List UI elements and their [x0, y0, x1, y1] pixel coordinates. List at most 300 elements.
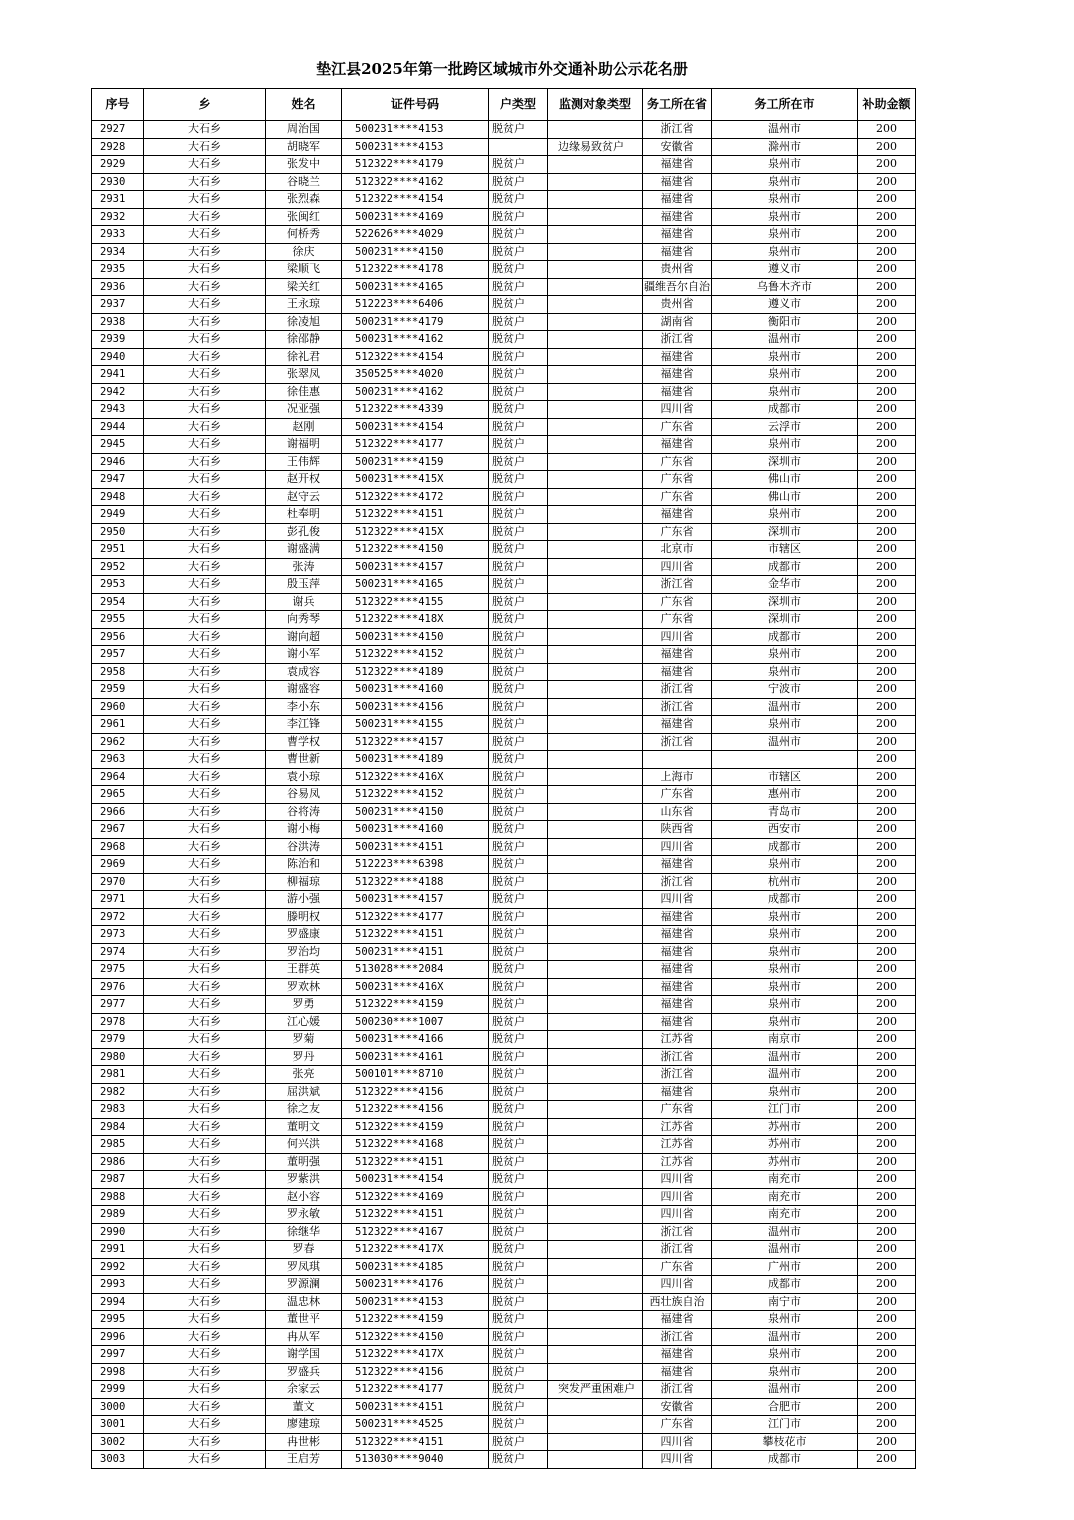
- cell-household-type: 脱贫户: [489, 348, 548, 366]
- cell-name: 温忠林: [266, 1293, 342, 1311]
- cell-work-province: 浙江省: [643, 733, 712, 751]
- cell-name: 赵刚: [266, 418, 342, 436]
- header-subsidy-amount: 补助金额: [858, 89, 916, 121]
- cell-work-province: 浙江省: [643, 1381, 712, 1399]
- cell-seq: 2990: [92, 1223, 144, 1241]
- cell-name: 梁顺飞: [266, 261, 342, 279]
- cell-work-city: 泉州市: [712, 856, 858, 874]
- cell-household-type: 脱贫户: [489, 1136, 548, 1154]
- cell-work-city: 市辖区: [712, 768, 858, 786]
- cell-subsidy-amount: 200: [858, 1048, 916, 1066]
- cell-id-number: 512322****4151: [342, 1153, 489, 1171]
- cell-id-number: 500231****4189: [342, 751, 489, 769]
- cell-monitor-type: [548, 996, 643, 1014]
- cell-work-city: 泉州市: [712, 208, 858, 226]
- table-row: [92, 1346, 916, 1364]
- cell-subsidy-amount: 200: [858, 611, 916, 629]
- cell-township: 大石乡: [144, 663, 266, 681]
- cell-work-province: 浙江省: [643, 1328, 712, 1346]
- cell-township: 大石乡: [144, 1276, 266, 1294]
- cell-household-type: 脱贫户: [489, 1433, 548, 1451]
- cell-subsidy-amount: 200: [858, 1311, 916, 1329]
- cell-work-city: 泉州市: [712, 961, 858, 979]
- cell-subsidy-amount: 200: [858, 1101, 916, 1119]
- cell-work-province: 福建省: [643, 191, 712, 209]
- cell-monitor-type: [548, 593, 643, 611]
- cell-work-province: 贵州省: [643, 296, 712, 314]
- cell-seq: 2931: [92, 191, 144, 209]
- cell-household-type: 脱贫户: [489, 1398, 548, 1416]
- cell-work-city: 温州市: [712, 1223, 858, 1241]
- cell-township: 大石乡: [144, 1153, 266, 1171]
- cell-monitor-type: [548, 1451, 643, 1469]
- table-row: [92, 1223, 916, 1241]
- cell-id-number: 512322****4151: [342, 506, 489, 524]
- cell-subsidy-amount: 200: [858, 926, 916, 944]
- cell-township: 大石乡: [144, 856, 266, 874]
- cell-subsidy-amount: 200: [858, 681, 916, 699]
- cell-township: 大石乡: [144, 401, 266, 419]
- cell-subsidy-amount: 200: [858, 436, 916, 454]
- cell-name: 廖建琼: [266, 1416, 342, 1434]
- cell-seq: 3003: [92, 1451, 144, 1469]
- cell-seq: 2973: [92, 926, 144, 944]
- cell-seq: 2993: [92, 1276, 144, 1294]
- cell-work-province: 广东省: [643, 593, 712, 611]
- cell-seq: 2963: [92, 751, 144, 769]
- cell-subsidy-amount: 200: [858, 121, 916, 139]
- table-row: [92, 1276, 916, 1294]
- cell-township: 大石乡: [144, 943, 266, 961]
- cell-seq: 2953: [92, 576, 144, 594]
- cell-subsidy-amount: 200: [858, 1398, 916, 1416]
- cell-name: 余家云: [266, 1381, 342, 1399]
- cell-work-province: 福建省: [643, 1083, 712, 1101]
- cell-id-number: 512322****4177: [342, 1381, 489, 1399]
- table-row: [92, 348, 916, 366]
- cell-household-type: 脱贫户: [489, 226, 548, 244]
- cell-seq: 2943: [92, 401, 144, 419]
- table-row: [92, 628, 916, 646]
- cell-township: 大石乡: [144, 1433, 266, 1451]
- cell-township: 大石乡: [144, 1346, 266, 1364]
- cell-work-city: 遵义市: [712, 261, 858, 279]
- cell-id-number: 512223****6398: [342, 856, 489, 874]
- cell-work-province: 北京市: [643, 541, 712, 559]
- cell-name: 张发中: [266, 156, 342, 174]
- cell-work-city: 乌鲁木齐市: [712, 278, 858, 296]
- cell-id-number: 500231****4162: [342, 383, 489, 401]
- cell-work-province: 福建省: [643, 226, 712, 244]
- cell-seq: 2946: [92, 453, 144, 471]
- cell-township: 大石乡: [144, 471, 266, 489]
- cell-seq: 2979: [92, 1031, 144, 1049]
- table-row: [92, 418, 916, 436]
- table-row: [92, 1118, 916, 1136]
- cell-monitor-type: [548, 1206, 643, 1224]
- cell-name: 谢小军: [266, 646, 342, 664]
- cell-seq: 2995: [92, 1311, 144, 1329]
- cell-monitor-type: [548, 1433, 643, 1451]
- table-row: [92, 243, 916, 261]
- cell-seq: 3001: [92, 1416, 144, 1434]
- cell-id-number: 500231****415X: [342, 471, 489, 489]
- cell-work-province: 浙江省: [643, 576, 712, 594]
- table-row: [92, 733, 916, 751]
- cell-seq: 2944: [92, 418, 144, 436]
- cell-work-province: 福建省: [643, 1346, 712, 1364]
- cell-work-city: 温州市: [712, 331, 858, 349]
- cell-household-type: 脱贫户: [489, 1451, 548, 1469]
- cell-seq: 2945: [92, 436, 144, 454]
- cell-work-province: 浙江省: [643, 873, 712, 891]
- cell-household-type: 脱贫户: [489, 1013, 548, 1031]
- table-row: [92, 226, 916, 244]
- cell-work-city: 西安市: [712, 821, 858, 839]
- cell-subsidy-amount: 200: [858, 716, 916, 734]
- table-row: [92, 1328, 916, 1346]
- cell-seq: 2988: [92, 1188, 144, 1206]
- cell-work-city: 青岛市: [712, 803, 858, 821]
- cell-monitor-type: [548, 1328, 643, 1346]
- table-row: [92, 943, 916, 961]
- cell-subsidy-amount: 200: [858, 418, 916, 436]
- cell-seq: 2985: [92, 1136, 144, 1154]
- cell-work-city: 泉州市: [712, 383, 858, 401]
- cell-seq: 2978: [92, 1013, 144, 1031]
- cell-monitor-type: [548, 1048, 643, 1066]
- table-row: [92, 1398, 916, 1416]
- cell-monitor-type: [548, 366, 643, 384]
- cell-township: 大石乡: [144, 191, 266, 209]
- cell-household-type: 脱贫户: [489, 576, 548, 594]
- cell-name: 谢兵: [266, 593, 342, 611]
- cell-work-province: 福建省: [643, 156, 712, 174]
- cell-id-number: 512322****4189: [342, 663, 489, 681]
- cell-name: 何兴洪: [266, 1136, 342, 1154]
- cell-subsidy-amount: 200: [858, 838, 916, 856]
- cell-work-city: 南京市: [712, 1031, 858, 1049]
- cell-household-type: 脱贫户: [489, 121, 548, 139]
- cell-seq: 2961: [92, 716, 144, 734]
- cell-work-city: 杭州市: [712, 873, 858, 891]
- cell-subsidy-amount: 200: [858, 541, 916, 559]
- cell-seq: 2954: [92, 593, 144, 611]
- cell-monitor-type: [548, 488, 643, 506]
- cell-monitor-type: [548, 1346, 643, 1364]
- cell-name: 罗凤琪: [266, 1258, 342, 1276]
- cell-monitor-type: [548, 1311, 643, 1329]
- cell-subsidy-amount: 200: [858, 208, 916, 226]
- cell-monitor-type: [548, 1416, 643, 1434]
- cell-township: 大石乡: [144, 628, 266, 646]
- cell-work-city: 苏州市: [712, 1153, 858, 1171]
- cell-household-type: 脱贫户: [489, 681, 548, 699]
- cell-name: 李江锋: [266, 716, 342, 734]
- cell-seq: 2969: [92, 856, 144, 874]
- cell-work-city: [712, 751, 858, 769]
- cell-name: 谢盛容: [266, 681, 342, 699]
- cell-work-province: 四川省: [643, 558, 712, 576]
- cell-township: 大石乡: [144, 243, 266, 261]
- cell-work-city: 南充市: [712, 1206, 858, 1224]
- cell-subsidy-amount: 200: [858, 138, 916, 156]
- cell-seq: 2929: [92, 156, 144, 174]
- cell-subsidy-amount: 200: [858, 243, 916, 261]
- cell-township: 大石乡: [144, 646, 266, 664]
- cell-id-number: 500231****4179: [342, 313, 489, 331]
- cell-work-city: 温州市: [712, 1048, 858, 1066]
- cell-monitor-type: [548, 243, 643, 261]
- cell-seq: 2962: [92, 733, 144, 751]
- cell-work-province: 浙江省: [643, 1241, 712, 1259]
- cell-work-city: 泉州市: [712, 943, 858, 961]
- table-row: [92, 1433, 916, 1451]
- cell-household-type: 脱贫户: [489, 856, 548, 874]
- cell-household-type: 脱贫户: [489, 1101, 548, 1119]
- cell-work-city: 深圳市: [712, 523, 858, 541]
- cell-seq: 2941: [92, 366, 144, 384]
- cell-work-province: 江苏省: [643, 1118, 712, 1136]
- cell-work-province: 四川省: [643, 1433, 712, 1451]
- table-row: [92, 138, 916, 156]
- cell-seq: 2967: [92, 821, 144, 839]
- cell-township: 大石乡: [144, 838, 266, 856]
- cell-monitor-type: [548, 453, 643, 471]
- cell-seq: 2955: [92, 611, 144, 629]
- cell-township: 大石乡: [144, 1258, 266, 1276]
- cell-household-type: 脱贫户: [489, 646, 548, 664]
- cell-id-number: 500231****4150: [342, 628, 489, 646]
- cell-subsidy-amount: 200: [858, 1433, 916, 1451]
- cell-township: 大石乡: [144, 786, 266, 804]
- cell-work-province: 陕西省: [643, 821, 712, 839]
- header-seq: 序号: [92, 89, 144, 121]
- cell-name: 何桥秀: [266, 226, 342, 244]
- cell-household-type: 脱贫户: [489, 1031, 548, 1049]
- cell-id-number: 512322****4179: [342, 156, 489, 174]
- cell-seq: 2970: [92, 873, 144, 891]
- cell-township: 大石乡: [144, 1363, 266, 1381]
- table-row: [92, 261, 916, 279]
- cell-name: 王永琼: [266, 296, 342, 314]
- cell-name: 曹世新: [266, 751, 342, 769]
- header-row: [92, 89, 916, 121]
- table-row: [92, 1066, 916, 1084]
- cell-monitor-type: [548, 1153, 643, 1171]
- cell-monitor-type: [548, 506, 643, 524]
- cell-township: 大石乡: [144, 506, 266, 524]
- cell-subsidy-amount: 200: [858, 576, 916, 594]
- cell-work-province: 四川省: [643, 1188, 712, 1206]
- cell-work-province: 福建省: [643, 926, 712, 944]
- cell-subsidy-amount: 200: [858, 1188, 916, 1206]
- cell-township: 大石乡: [144, 751, 266, 769]
- cell-name: 徐庆: [266, 243, 342, 261]
- cell-household-type: 脱贫户: [489, 1083, 548, 1101]
- cell-id-number: 513028****2084: [342, 961, 489, 979]
- cell-work-city: 温州市: [712, 121, 858, 139]
- table-row: [92, 1241, 916, 1259]
- cell-work-city: 泉州市: [712, 978, 858, 996]
- cell-monitor-type: [548, 978, 643, 996]
- cell-work-city: 泉州市: [712, 1013, 858, 1031]
- cell-household-type: 脱贫户: [489, 313, 548, 331]
- cell-work-province: 广东省: [643, 611, 712, 629]
- cell-subsidy-amount: 200: [858, 961, 916, 979]
- cell-work-city: 云浮市: [712, 418, 858, 436]
- cell-household-type: 脱贫户: [489, 716, 548, 734]
- cell-household-type: 脱贫户: [489, 366, 548, 384]
- cell-seq: 2984: [92, 1118, 144, 1136]
- cell-work-province: 四川省: [643, 1276, 712, 1294]
- cell-work-city: 成都市: [712, 628, 858, 646]
- cell-name: 袁成容: [266, 663, 342, 681]
- cell-township: 大石乡: [144, 1416, 266, 1434]
- cell-id-number: 500231****4151: [342, 838, 489, 856]
- table-row: [92, 786, 916, 804]
- cell-work-city: 温州市: [712, 733, 858, 751]
- cell-name: 罗欢林: [266, 978, 342, 996]
- cell-id-number: 512322****416X: [342, 768, 489, 786]
- cell-monitor-type: [548, 716, 643, 734]
- cell-name: 罗丹: [266, 1048, 342, 1066]
- cell-name: 冉从军: [266, 1328, 342, 1346]
- cell-work-province: 广东省: [643, 488, 712, 506]
- cell-work-city: 宁波市: [712, 681, 858, 699]
- cell-subsidy-amount: 200: [858, 278, 916, 296]
- cell-seq: 2980: [92, 1048, 144, 1066]
- cell-name: 罗盛兵: [266, 1363, 342, 1381]
- cell-name: 杜奉明: [266, 506, 342, 524]
- cell-monitor-type: [548, 1136, 643, 1154]
- cell-subsidy-amount: 200: [858, 1416, 916, 1434]
- cell-work-city: 泉州市: [712, 348, 858, 366]
- cell-id-number: 512322****4156: [342, 1363, 489, 1381]
- cell-work-city: 攀枝花市: [712, 1433, 858, 1451]
- cell-work-province: 福建省: [643, 716, 712, 734]
- cell-monitor-type: [548, 121, 643, 139]
- cell-work-province: 广东省: [643, 418, 712, 436]
- cell-monitor-type: [548, 768, 643, 786]
- cell-name: 徐继华: [266, 1223, 342, 1241]
- cell-seq: 2997: [92, 1346, 144, 1364]
- cell-township: 大石乡: [144, 1241, 266, 1259]
- cell-work-province: 四川省: [643, 1171, 712, 1189]
- cell-name: 梁关红: [266, 278, 342, 296]
- cell-work-city: 市辖区: [712, 541, 858, 559]
- cell-township: 大石乡: [144, 1206, 266, 1224]
- cell-work-province: 福建省: [643, 173, 712, 191]
- cell-name: 向秀琴: [266, 611, 342, 629]
- table-row: [92, 593, 916, 611]
- cell-household-type: 脱贫户: [489, 1346, 548, 1364]
- cell-township: 大石乡: [144, 996, 266, 1014]
- cell-work-province: 福建省: [643, 436, 712, 454]
- cell-seq: 2949: [92, 506, 144, 524]
- cell-work-province: [643, 751, 712, 769]
- cell-household-type: 脱贫户: [489, 1206, 548, 1224]
- cell-work-city: 泉州市: [712, 436, 858, 454]
- cell-seq: 2940: [92, 348, 144, 366]
- cell-name: 徐凌旭: [266, 313, 342, 331]
- cell-work-province: 广东省: [643, 1416, 712, 1434]
- cell-work-city: 温州市: [712, 1066, 858, 1084]
- cell-name: 陈治和: [266, 856, 342, 874]
- cell-seq: 2989: [92, 1206, 144, 1224]
- cell-subsidy-amount: 200: [858, 1223, 916, 1241]
- cell-name: 况亚强: [266, 401, 342, 419]
- table-row: [92, 453, 916, 471]
- cell-work-province: 福建省: [643, 908, 712, 926]
- table-row: [92, 471, 916, 489]
- cell-name: 谷洪涛: [266, 838, 342, 856]
- cell-work-city: 泉州市: [712, 996, 858, 1014]
- cell-name: 罗永敏: [266, 1206, 342, 1224]
- cell-work-province: 四川省: [643, 838, 712, 856]
- cell-township: 大石乡: [144, 488, 266, 506]
- cell-subsidy-amount: 200: [858, 978, 916, 996]
- cell-id-number: 500231****4154: [342, 418, 489, 436]
- cell-id-number: 512322****4159: [342, 996, 489, 1014]
- cell-name: 谷易凤: [266, 786, 342, 804]
- cell-township: 大石乡: [144, 1136, 266, 1154]
- cell-monitor-type: [548, 191, 643, 209]
- cell-work-province: 江苏省: [643, 1136, 712, 1154]
- cell-id-number: 513030****9040: [342, 1451, 489, 1469]
- cell-subsidy-amount: 200: [858, 471, 916, 489]
- cell-household-type: 脱贫户: [489, 1416, 548, 1434]
- table-row: [92, 366, 916, 384]
- cell-work-city: 泉州市: [712, 646, 858, 664]
- cell-township: 大石乡: [144, 593, 266, 611]
- cell-monitor-type: [548, 1398, 643, 1416]
- cell-subsidy-amount: 200: [858, 401, 916, 419]
- cell-seq: 2975: [92, 961, 144, 979]
- table-row: [92, 1258, 916, 1276]
- cell-subsidy-amount: 200: [858, 558, 916, 576]
- cell-id-number: 500231****4153: [342, 1293, 489, 1311]
- cell-name: 张闽红: [266, 208, 342, 226]
- cell-township: 大石乡: [144, 716, 266, 734]
- cell-household-type: 脱贫户: [489, 1241, 548, 1259]
- cell-id-number: 500231****4160: [342, 681, 489, 699]
- cell-monitor-type: [548, 733, 643, 751]
- cell-work-city: 深圳市: [712, 593, 858, 611]
- cell-subsidy-amount: 200: [858, 873, 916, 891]
- cell-township: 大石乡: [144, 1171, 266, 1189]
- cell-monitor-type: [548, 873, 643, 891]
- cell-household-type: 脱贫户: [489, 786, 548, 804]
- cell-work-city: 泉州市: [712, 663, 858, 681]
- cell-monitor-type: [548, 313, 643, 331]
- cell-seq: 2950: [92, 523, 144, 541]
- table-row: [92, 1048, 916, 1066]
- cell-household-type: 脱贫户: [489, 1188, 548, 1206]
- cell-monitor-type: [548, 436, 643, 454]
- cell-work-city: 佛山市: [712, 488, 858, 506]
- cell-monitor-type: [548, 961, 643, 979]
- cell-monitor-type: [548, 558, 643, 576]
- cell-seq: 2983: [92, 1101, 144, 1119]
- cell-work-province: 四川省: [643, 1451, 712, 1469]
- cell-monitor-type: [548, 1083, 643, 1101]
- cell-work-province: 疆维吾尔自治: [643, 278, 712, 296]
- cell-subsidy-amount: 200: [858, 821, 916, 839]
- cell-monitor-type: [548, 296, 643, 314]
- cell-household-type: 脱贫户: [489, 278, 548, 296]
- cell-household-type: [489, 138, 548, 156]
